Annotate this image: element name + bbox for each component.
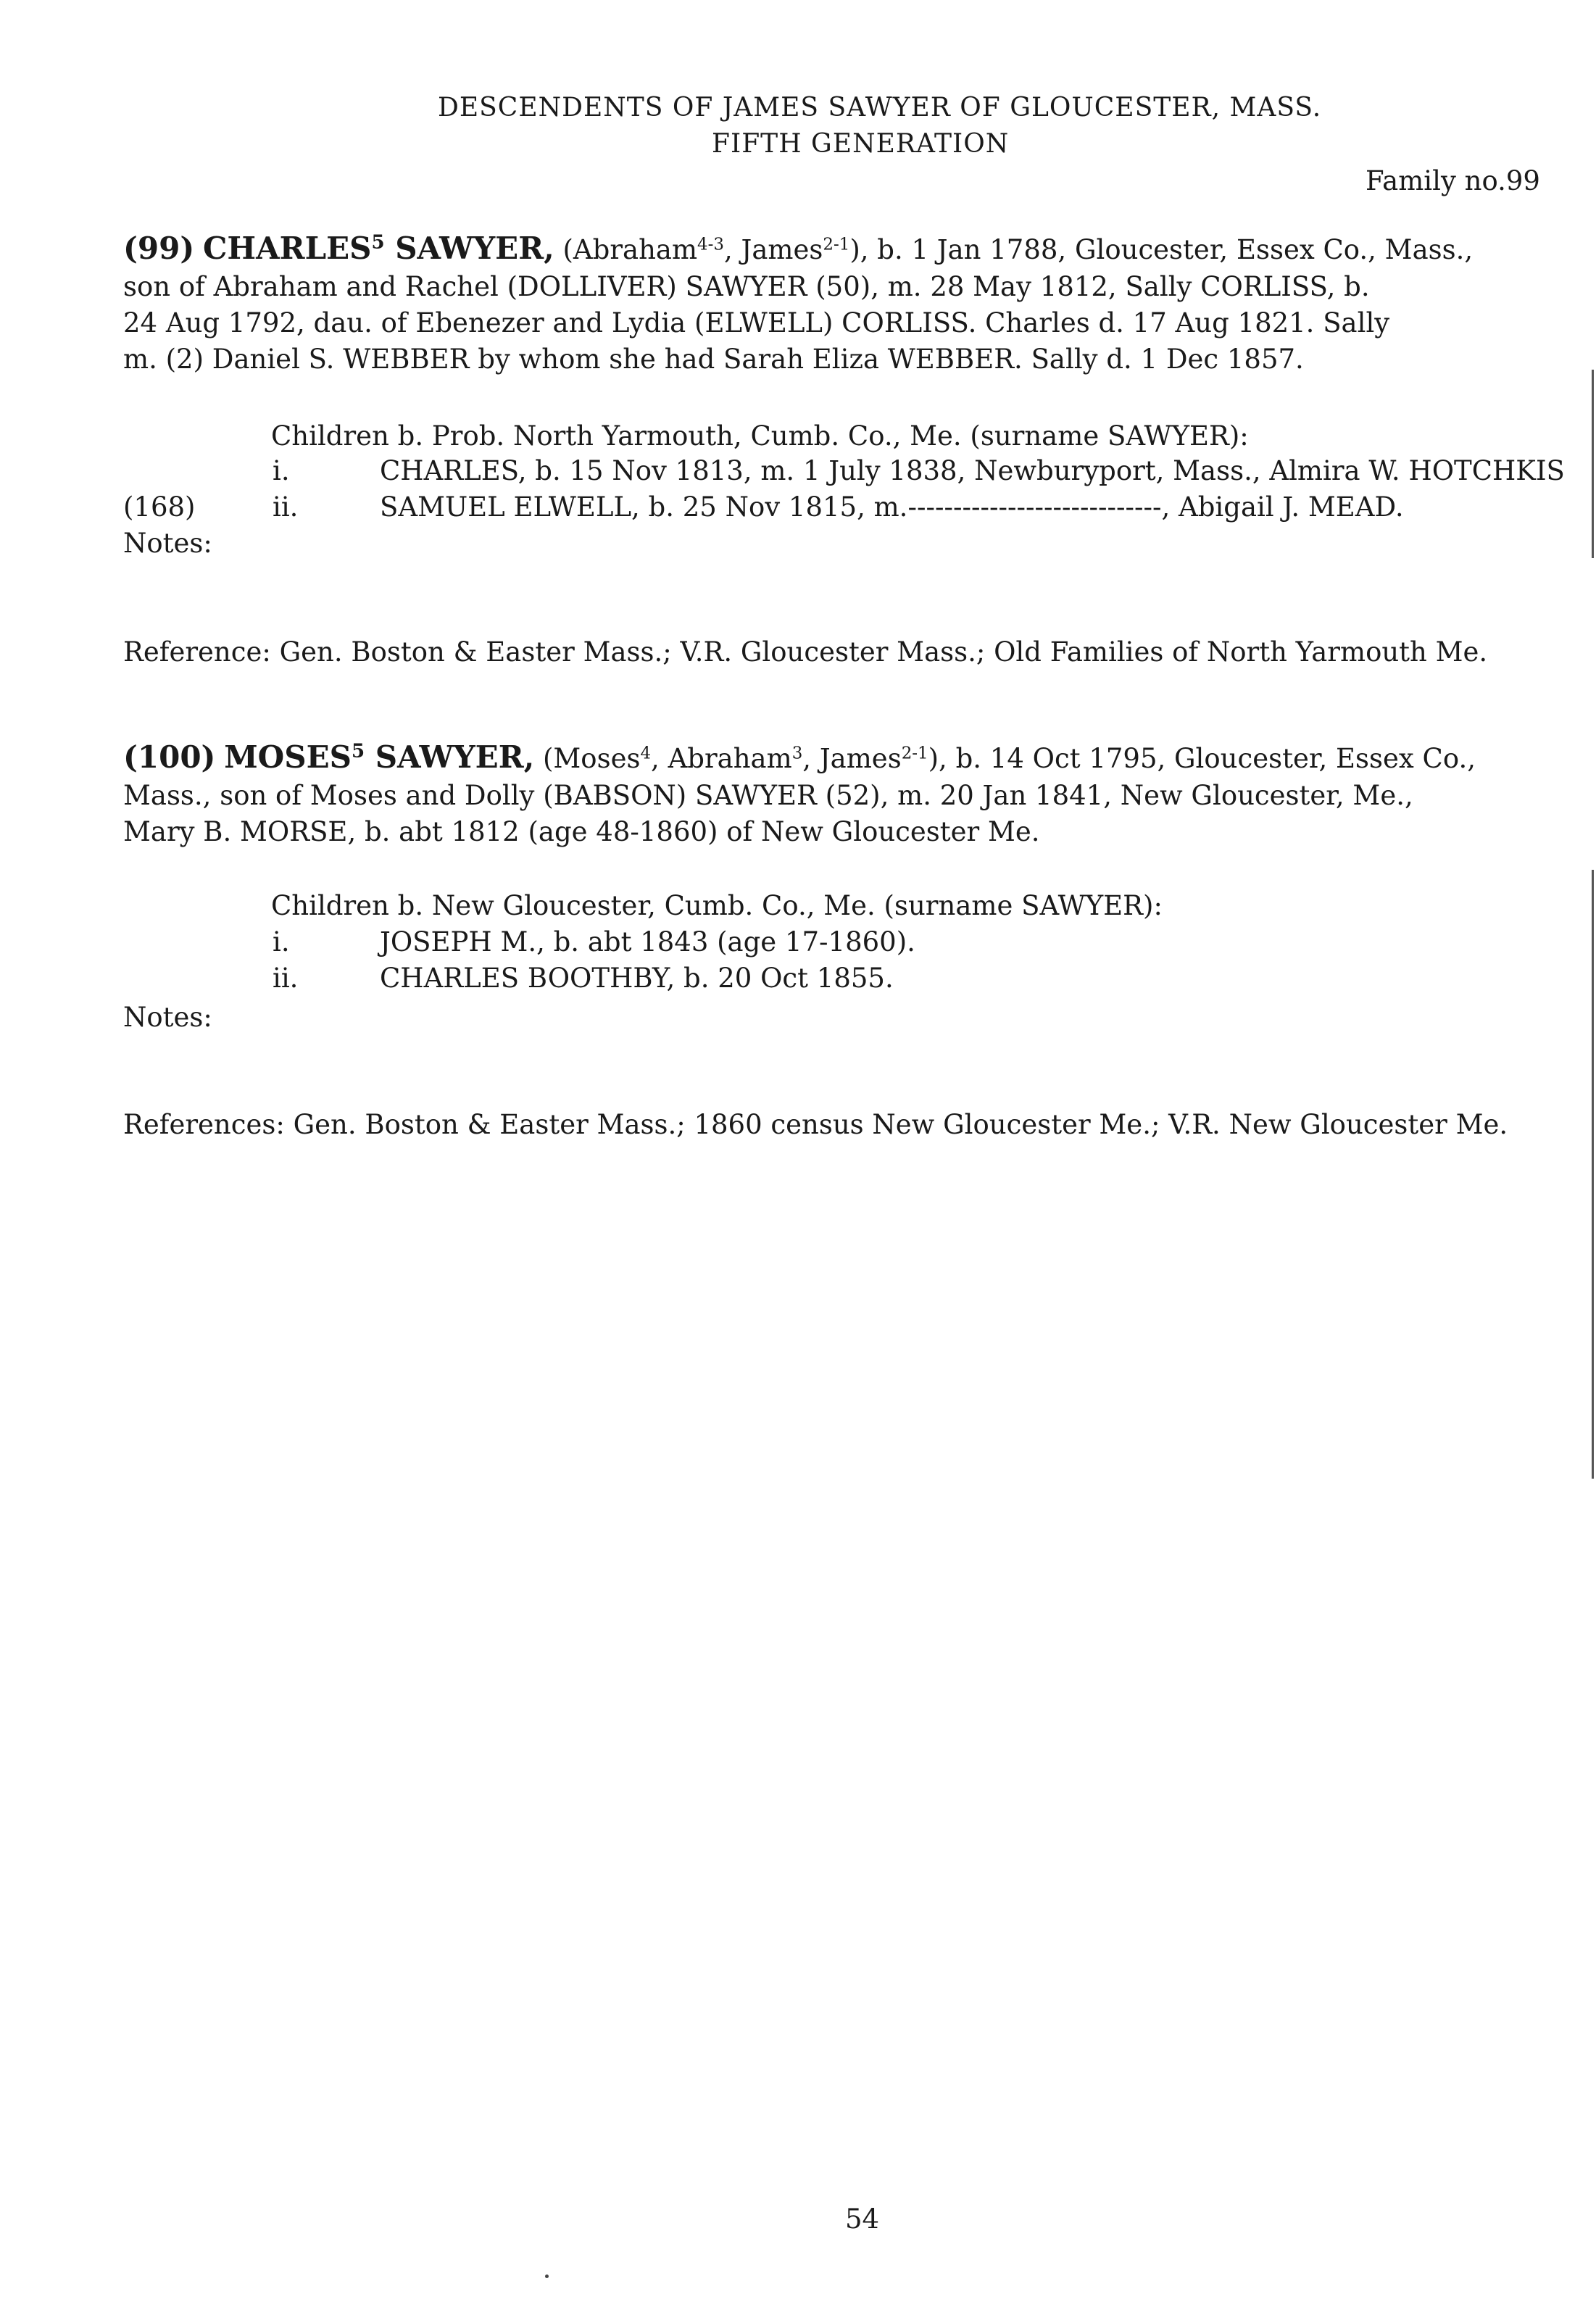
family-100-notes-label: Notes: [123,1002,212,1033]
family-100-child-2-number: ii. [273,963,299,994]
family-number-label: Family no.99 [1366,165,1540,196]
family-100-child-2-text: CHARLES BOOTHBY, b. 20 Oct 1855. [380,963,894,994]
scan-speck [545,2275,549,2278]
family-100-line-1 [123,739,1476,776]
family-100-name: MOSES$^5$ SAWYER, [224,739,535,775]
family-99-children-heading: Children b. Prob. North Yarmouth, Cumb. Co., Me. (surname SAWYER): [271,420,1249,452]
family-100-child-1-number: i. [273,926,290,957]
family-100-children-heading: Children b. New Gloucester, Cumb. Co., Me. (surname SAWYER): [271,890,1163,921]
family-99-child-2-number: ii. [273,491,299,523]
family-100-reference: References: Gen. Boston & Easter Mass.; 1860 census New Gloucester Me.; V.R. New Gloucester Me. [123,1109,1508,1140]
family-99-line-2: son of Abraham and Rachel (DOLLIVER) SAWYER (50), m. 28 May 1812, Sally CORLISS, b. [123,271,1370,302]
family-100-lineage: (Moses$^4$, Abraham$^3$, James$^{2-1}$), b. 14 Oct 1795, Gloucester, Essex Co., [542,743,1476,774]
scan-edge-line [1592,370,1594,558]
family-99-lineage: (Abraham$^{4-3}$, James$^{2-1}$), b. 1 Jan 1788, Gloucester, Essex Co., Mass., [562,234,1474,265]
family-99-line-1 [123,230,1473,267]
family-99-child-2-text: SAMUEL ELWELL, b. 25 Nov 1815, m.----------------------------, Abigail J. MEAD. [380,491,1404,523]
page-number: 54 [845,2203,880,2235]
family-99-number: (99) [123,230,195,266]
family-100-number: (100) [123,739,216,775]
family-99-child-1-number: i. [273,455,290,486]
document-title: DESCENDENTS OF JAMES SAWYER OF GLOUCESTER, MASS. [438,93,1322,122]
family-100-line-2: Mass., son of Moses and Dolly (BABSON) SAWYER (52), m. 20 Jan 1841, New Gloucester, Me., [123,780,1413,811]
family-99-child-2-ref: (168) [123,491,196,523]
family-99-child-1-text: CHARLES, b. 15 Nov 1813, m. 1 July 1838, Newburyport, Mass., Almira W. HOTCHKIS [380,455,1565,486]
scan-edge-line [1592,870,1594,1479]
family-100-line-3: Mary B. MORSE, b. abt 1812 (age 48-1860) of New Gloucester Me. [123,816,1040,847]
family-99-line-4: m. (2) Daniel S. WEBBER by whom she had Sarah Eliza WEBBER. Sally d. 1 Dec 1857. [123,344,1304,375]
family-99-name: CHARLES$^5$ SAWYER, [202,230,554,266]
family-99-reference: Reference: Gen. Boston & Easter Mass.; V.R. Gloucester Mass.; Old Families of North Yarmouth Me. [123,636,1488,668]
family-99-line-3: 24 Aug 1792, dau. of Ebenezer and Lydia (ELWELL) CORLISS. Charles d. 17 Aug 1821. Sally [123,307,1390,338]
generation-heading: FIFTH GENERATION [712,129,1010,159]
family-100-child-1-text: JOSEPH M., b. abt 1843 (age 17-1860). [380,926,915,957]
family-99-notes-label: Notes: [123,528,212,559]
